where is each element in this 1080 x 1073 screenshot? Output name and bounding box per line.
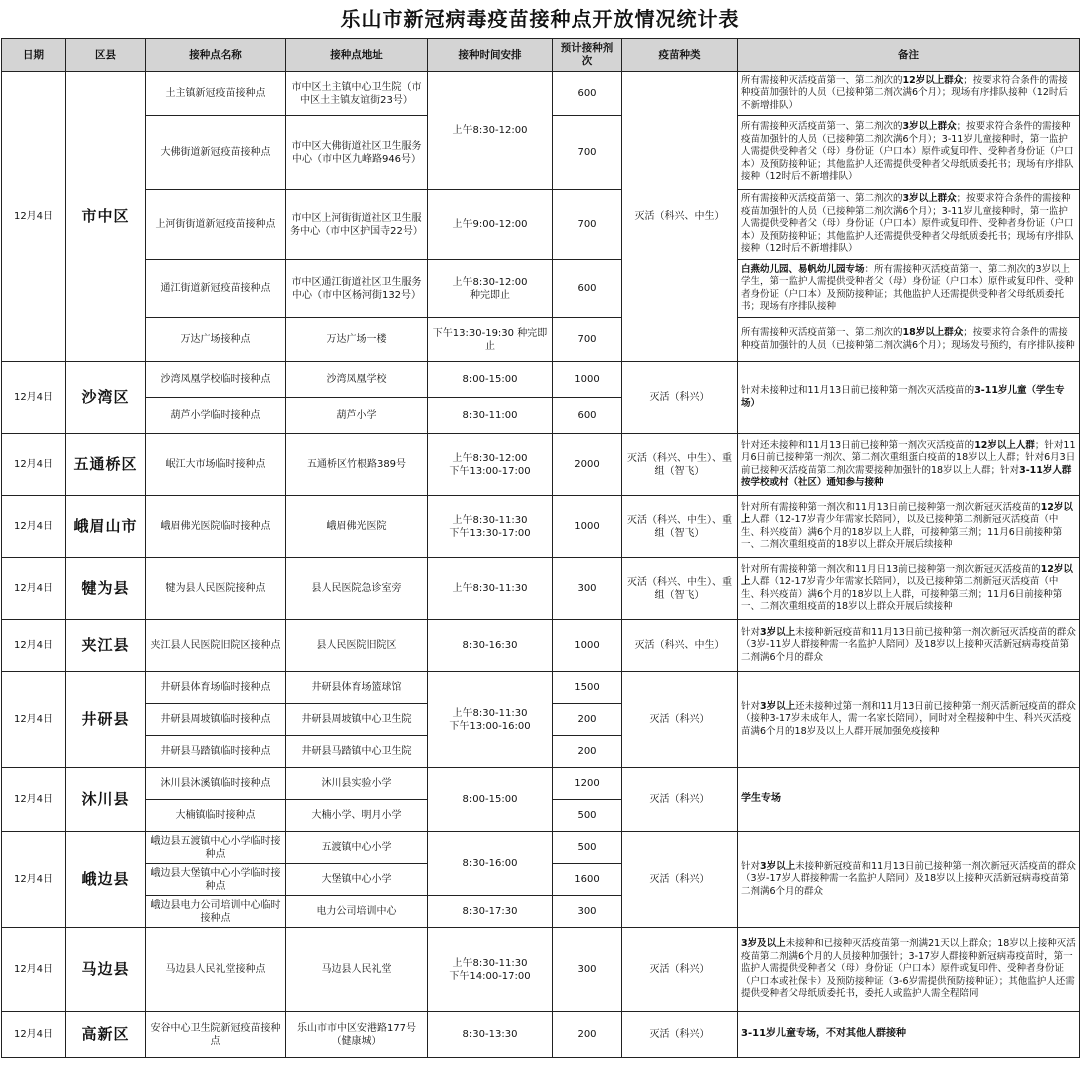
time-cell: 上午8:30-11:30 xyxy=(428,558,553,620)
site-name: 万达广场接种点 xyxy=(146,318,286,362)
table-row xyxy=(2,620,1080,672)
district-cell: 五通桥区 xyxy=(66,434,146,496)
site-name: 井研县马踏镇临时接种点 xyxy=(146,736,286,768)
time-cell: 8:30-13:30 xyxy=(428,1012,553,1058)
note-cell: 针对所有需接种第一剂次和11月13日前已接种第一剂次新冠灭活疫苗的12岁以上人群（12-17岁青少年需家长陪同），以及已接种第二剂新冠灭活疫苗（中生、科兴疫苗）满6个月的18岁以上人群，可接种第三剂；11月6日前接种第一、二剂次重组疫苗的18岁以上群众开展后续接种 xyxy=(738,496,1080,558)
table-row xyxy=(2,496,1080,558)
doses-cell: 200 xyxy=(553,704,622,736)
header-site-address: 接种点地址 xyxy=(286,39,428,72)
site-name: 大佛街道新冠疫苗接种点 xyxy=(146,116,286,190)
date-cell: 12月4日 xyxy=(2,620,66,672)
district-cell: 市中区 xyxy=(66,72,146,362)
date-cell: 12月4日 xyxy=(2,1012,66,1058)
doses-cell: 1000 xyxy=(553,362,622,398)
time-cell: 8:30-11:00 xyxy=(428,398,553,434)
site-address: 市中区上河街街道社区卫生服务中心（市中区护国寺22号） xyxy=(286,190,428,260)
date-cell: 12月4日 xyxy=(2,672,66,768)
site-name: 峨边县电力公司培训中心临时接种点 xyxy=(146,896,286,928)
note-cell: 针对3岁以上未接种新冠疫苗和11月13日前已接种第一剂次新冠灭活疫苗的群众（3岁-11岁人群接种需一名监护人陪同）及18岁以上接种灭活新冠病毒疫苗第二剂满6个月的群众 xyxy=(738,620,1080,672)
date-cell: 12月4日 xyxy=(2,768,66,832)
time-cell: 下午13:30-19:30 种完即止 xyxy=(428,318,553,362)
date-cell: 12月4日 xyxy=(2,928,66,1012)
table-row xyxy=(2,72,1080,116)
site-name: 安谷中心卫生院新冠疫苗接种点 xyxy=(146,1012,286,1058)
vaccine-cell: 灭活（科兴、中生）、重组（智飞） xyxy=(622,434,738,496)
date-cell: 12月4日 xyxy=(2,496,66,558)
time-cell: 上午8:30-11:30 下午13:00-16:00 xyxy=(428,672,553,768)
header-time: 接种时间安排 xyxy=(428,39,553,72)
date-cell: 12月4日 xyxy=(2,434,66,496)
site-address: 葫芦小学 xyxy=(286,398,428,434)
district-cell: 沐川县 xyxy=(66,768,146,832)
table-row xyxy=(2,190,1080,260)
date-cell: 12月4日 xyxy=(2,72,66,362)
vaccine-cell: 灭活（科兴、中生）、重组（智飞） xyxy=(622,558,738,620)
site-name: 井研县体育场临时接种点 xyxy=(146,672,286,704)
doses-cell: 600 xyxy=(553,398,622,434)
district-cell: 峨眉山市 xyxy=(66,496,146,558)
district-cell: 沙湾区 xyxy=(66,362,146,434)
time-cell: 8:00-15:00 xyxy=(428,362,553,398)
site-address: 市中区大佛街道社区卫生服务中心（市中区九峰路946号） xyxy=(286,116,428,190)
note-cell: 针对未接种过和11月13日前已接种第一剂次灭活疫苗的3-11岁儿童（学生专场） xyxy=(738,362,1080,434)
time-cell: 上午9:00-12:00 xyxy=(428,190,553,260)
note-cell: 3岁及以上未接种和已接种灭活疫苗第一剂满21天以上群众；18岁以上接种灭活疫苗第二剂满6个月的人员接种加强针；3-17岁人群接种新冠病毒疫苗时，第一监护人需提供受种者父（母）身份证（户口本）原件或复印件、受种者身份证（户口本或社保卡）及预防接种证（3-6岁需提供预防接种证）；其他监护人还需提供受种者父母纸质委托书，委托人或监护人需全程陪同 xyxy=(738,928,1080,1012)
site-address: 乐山市市中区安港路177号（健康城） xyxy=(286,1012,428,1058)
vaccine-cell: 灭活（科兴） xyxy=(622,672,738,768)
header-district: 区县 xyxy=(66,39,146,72)
header-date: 日期 xyxy=(2,39,66,72)
district-cell: 犍为县 xyxy=(66,558,146,620)
time-cell: 上午8:30-11:30 下午14:00-17:00 xyxy=(428,928,553,1012)
header-site-name: 接种点名称 xyxy=(146,39,286,72)
doses-cell: 500 xyxy=(553,832,622,864)
doses-cell: 1600 xyxy=(553,864,622,896)
doses-cell: 300 xyxy=(553,896,622,928)
note-cell: 针对3岁以上还未接种过第一剂和11月13日前已接种第一剂灭活新冠疫苗的群众（接种3-17岁未成年人，需一名家长陪同），同时对全程接种中生、科兴灭活疫苗满6个月的18岁及以上人群开展加强免疫接种 xyxy=(738,672,1080,768)
time-cell: 8:30-16:30 xyxy=(428,620,553,672)
doses-cell: 700 xyxy=(553,190,622,260)
note-cell: 所有需接种灭活疫苗第一、第二剂次的3岁以上群众；按要求符合条件的需接种疫苗加强针的人员（已接种第二剂次满6个月）；3-11岁儿童接种时，第一监护人需提供受种者父（母）身份证（户口本）原件或复印件、受种者身份证（户口本）及预防接种证；其他监护人还需提供受种者父母纸质委托书；现场有序排队接种（12时后不新增排队） xyxy=(738,190,1080,260)
doses-cell: 700 xyxy=(553,318,622,362)
site-name: 葫芦小学临时接种点 xyxy=(146,398,286,434)
doses-cell: 300 xyxy=(553,558,622,620)
time-cell: 上午8:30-11:30 下午13:30-17:00 xyxy=(428,496,553,558)
table-row xyxy=(2,362,1080,398)
doses-cell: 700 xyxy=(553,116,622,190)
table-row xyxy=(2,1012,1080,1058)
note-cell: 针对3岁以上未接种新冠疫苗和11月13日前已接种第一剂次新冠灭活疫苗的群众（3岁-17岁人群接种需一名监护人陪同）及18岁以上接种灭活新冠病毒疫苗第二剂满6个月的群众 xyxy=(738,832,1080,928)
header-notes: 备注 xyxy=(738,39,1080,72)
site-address: 井研县体育场篮球馆 xyxy=(286,672,428,704)
table-row xyxy=(2,832,1080,864)
site-address: 县人民医院旧院区 xyxy=(286,620,428,672)
site-address: 五渡镇中心小学 xyxy=(286,832,428,864)
note-cell: 所有需接种灭活疫苗第一、第二剂次的18岁以上群众；按要求符合条件的需接种疫苗加强针的人员（已接种第二剂次满6个月）；现场发号预约，有序排队接种 xyxy=(738,318,1080,362)
site-name: 沙湾凤凰学校临时接种点 xyxy=(146,362,286,398)
vaccine-cell: 灭活（科兴） xyxy=(622,768,738,832)
date-cell: 12月4日 xyxy=(2,362,66,434)
doses-cell: 200 xyxy=(553,1012,622,1058)
table-row xyxy=(2,558,1080,620)
time-cell: 8:30-16:00 xyxy=(428,832,553,896)
table-row xyxy=(2,928,1080,1012)
site-address: 峨眉佛光医院 xyxy=(286,496,428,558)
vaccine-cell: 灭活（科兴） xyxy=(622,928,738,1012)
vaccine-cell: 灭活（科兴） xyxy=(622,1012,738,1058)
site-address: 大楠小学、明月小学 xyxy=(286,800,428,832)
site-name: 井研县周坡镇临时接种点 xyxy=(146,704,286,736)
site-name: 峨边县大堡镇中心小学临时接种点 xyxy=(146,864,286,896)
site-address: 县人民医院急诊室旁 xyxy=(286,558,428,620)
doses-cell: 1500 xyxy=(553,672,622,704)
header-doses: 预计接种剂次 xyxy=(553,39,622,72)
site-address: 沐川县实验小学 xyxy=(286,768,428,800)
doses-cell: 1000 xyxy=(553,620,622,672)
site-address: 沙湾凤凰学校 xyxy=(286,362,428,398)
site-name: 犍为县人民医院接种点 xyxy=(146,558,286,620)
site-name: 土主镇新冠疫苗接种点 xyxy=(146,72,286,116)
header-row xyxy=(2,39,1080,72)
site-address: 电力公司培训中心 xyxy=(286,896,428,928)
district-cell: 峨边县 xyxy=(66,832,146,928)
time-cell: 上午8:30-12:00 xyxy=(428,72,553,190)
note-cell: 针对还未接种和11月13日前已接种第一剂次灭活疫苗的12岁以上人群；针对11月6日前已接种第一剂次、第二剂次重组蛋白疫苗的18岁以上人群；针对6月3日前已接种灭活疫苗第二剂次需要接种加强针的18岁以上人群；针对3-11岁人群按学校或村（社区）通知参与接种 xyxy=(738,434,1080,496)
district-cell: 高新区 xyxy=(66,1012,146,1058)
doses-cell: 200 xyxy=(553,736,622,768)
doses-cell: 1000 xyxy=(553,496,622,558)
doses-cell: 600 xyxy=(553,260,622,318)
vaccine-cell: 灭活（科兴、中生） xyxy=(622,72,738,362)
site-name: 上河街街道新冠疫苗接种点 xyxy=(146,190,286,260)
doses-cell: 500 xyxy=(553,800,622,832)
site-name: 大楠镇临时接种点 xyxy=(146,800,286,832)
site-address: 井研县周坡镇中心卫生院 xyxy=(286,704,428,736)
note-cell: 针对所有需接种第一剂次和11月日13前已接种第一剂次新冠灭活疫苗的12岁以上人群（12-17岁青少年需家长陪同），以及已接种第二剂新冠灭活疫苗（中生、科兴疫苗）满6个月的18岁以上人群，可接种第三剂；11月6日前接种第一、二剂次重组疫苗的18岁以上群众开展后续接种 xyxy=(738,558,1080,620)
district-cell: 马边县 xyxy=(66,928,146,1012)
site-address: 万达广场一楼 xyxy=(286,318,428,362)
site-address: 井研县马踏镇中心卫生院 xyxy=(286,736,428,768)
table-row xyxy=(2,434,1080,496)
vaccine-cell: 灭活（科兴、中生） xyxy=(622,620,738,672)
time-cell: 8:30-17:30 xyxy=(428,896,553,928)
table-row xyxy=(2,318,1080,362)
table-row xyxy=(2,260,1080,318)
doses-cell: 2000 xyxy=(553,434,622,496)
site-address: 五通桥区竹根路389号 xyxy=(286,434,428,496)
site-address: 大堡镇中心小学 xyxy=(286,864,428,896)
site-address: 市中区土主镇中心卫生院（市中区土主镇友谊街23号） xyxy=(286,72,428,116)
doses-cell: 1200 xyxy=(553,768,622,800)
date-cell: 12月4日 xyxy=(2,832,66,928)
date-cell: 12月4日 xyxy=(2,558,66,620)
note-cell: 所有需接种灭活疫苗第一、第二剂次的12岁以上群众；按要求符合条件的需接种疫苗加强针的人员（已接种第二剂次满6个月）；现场有序排队接种（12时后不新增排队） xyxy=(738,72,1080,116)
site-name: 峨边县五渡镇中心小学临时接种点 xyxy=(146,832,286,864)
vaccine-cell: 灭活（科兴、中生）、重组（智飞） xyxy=(622,496,738,558)
site-address: 马边县人民礼堂 xyxy=(286,928,428,1012)
vaccine-cell: 灭活（科兴） xyxy=(622,832,738,928)
note-cell: 学生专场 xyxy=(738,768,1080,832)
note-cell: 3-11岁儿童专场，不对其他人群接种 xyxy=(738,1012,1080,1058)
doses-cell: 300 xyxy=(553,928,622,1012)
note-cell: 所有需接种灭活疫苗第一、第二剂次的3岁以上群众；按要求符合条件的需接种疫苗加强针的人员（已接种第二剂次满6个月）；3-11岁儿童接种时，第一监护人需提供受种者父（母）身份证（户口本）原件或复印件、受种者身份证（户口本）及预防接种证；其他监护人还需提供受种者父母纸质委托书；现场有序排队接种（12时后不新增排队） xyxy=(738,116,1080,190)
site-name: 夹江县人民医院旧院区接种点 xyxy=(146,620,286,672)
header-vaccine-type: 疫苗种类 xyxy=(622,39,738,72)
site-address: 市中区通江街道社区卫生服务中心（市中区杨河街132号） xyxy=(286,260,428,318)
note-cell: 白燕幼儿园、易帆幼儿园专场：所有需接种灭活疫苗第一、第二剂次的3岁以上学生，第一监护人需提供受种者父（母）身份证（户口本）原件或复印件、受种者身份证（户口本）及预防接种证；其他监护人还需提供受种者父母纸质委托书；现场有序排队接种 xyxy=(738,260,1080,318)
page-title: 乐山市新冠病毒疫苗接种点开放情况统计表 xyxy=(340,7,740,31)
site-name: 岷江大市场临时接种点 xyxy=(146,434,286,496)
table-row xyxy=(2,768,1080,800)
district-cell: 井研县 xyxy=(66,672,146,768)
site-name: 通江街道新冠疫苗接种点 xyxy=(146,260,286,318)
district-cell: 夹江县 xyxy=(66,620,146,672)
doses-cell: 600 xyxy=(553,72,622,116)
vaccination-sites-table xyxy=(1,38,1080,1058)
time-cell: 8:00-15:00 xyxy=(428,768,553,832)
table-row xyxy=(2,672,1080,704)
time-cell: 上午8:30-12:00 种完即止 xyxy=(428,260,553,318)
time-cell: 上午8:30-12:00 下午13:00-17:00 xyxy=(428,434,553,496)
site-name: 沐川县沐溪镇临时接种点 xyxy=(146,768,286,800)
vaccine-cell: 灭活（科兴） xyxy=(622,362,738,434)
site-name: 峨眉佛光医院临时接种点 xyxy=(146,496,286,558)
site-name: 马边县人民礼堂接种点 xyxy=(146,928,286,1012)
